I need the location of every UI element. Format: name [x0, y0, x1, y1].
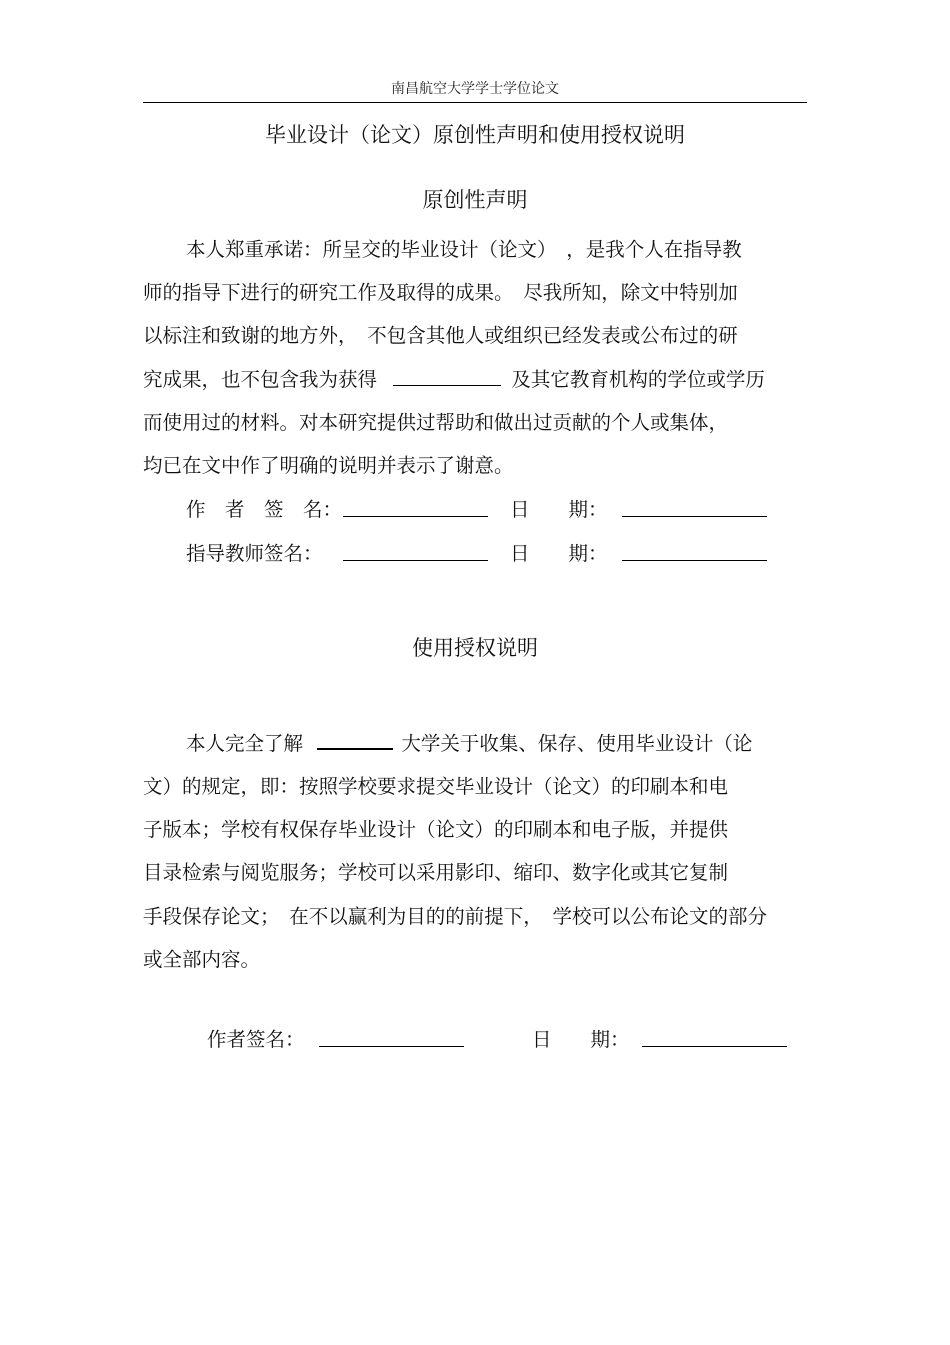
author-date-label: 日 期： — [510, 498, 608, 521]
authorization-line-3: 子版本；学校有权保存毕业设计（论文）的印刷本和电子版，并提供 — [143, 818, 729, 841]
document-title: 毕业设计（论文）原创性声明和使用授权说明 — [265, 123, 685, 147]
authorization-author-line[interactable] — [319, 1046, 464, 1047]
authorization-line-2: 文）的规定，即：按照学校要求提交毕业设计（论文）的印刷本和电 — [143, 775, 729, 798]
originality-line-4-end: 及其它教育机构的学位或学历 — [511, 368, 765, 391]
degree-blank — [393, 367, 501, 386]
header-rule — [143, 102, 807, 103]
authorization-line-1-end: 大学关于收集、保存、使用毕业设计（论 — [401, 732, 753, 755]
author-date-line[interactable] — [622, 516, 767, 517]
university-blank — [317, 730, 393, 750]
author-signature-label: 作 者 签 名： — [186, 498, 343, 521]
originality-line-5: 而使用过的材料。对本研究提供过帮助和做出过贡献的个人或集体， — [143, 411, 729, 434]
authorization-line-6: 或全部内容。 — [143, 948, 261, 971]
supervisor-date-line[interactable] — [622, 560, 767, 561]
originality-heading: 原创性声明 — [422, 188, 528, 212]
authorization-line-1 — [186, 728, 752, 756]
authorization-line-5: 手段保存论文； 在不以赢利为目的的前提下， 学校可以公布论文的部分 — [143, 905, 768, 928]
supervisor-signature-line[interactable] — [343, 560, 488, 561]
authorization-line-1-start: 本人完全了解 — [186, 732, 304, 755]
authorization-author-label: 作者签名： — [207, 1028, 305, 1051]
originality-line-1: 本人郑重承诺：所呈交的毕业设计（论文） ，是我个人在指导教 — [186, 238, 742, 261]
originality-line-4 — [143, 364, 765, 392]
originality-line-6: 均已在文中作了明确的说明并表示了谢意。 — [143, 454, 514, 477]
originality-line-3: 以标注和致谢的地方外， 不包含其他人或组织已经发表或公布过的研 — [143, 324, 738, 347]
originality-line-4-start: 究成果，也不包含我为获得 — [143, 368, 378, 391]
running-header: 南昌航空大学学士学位论文 — [391, 81, 559, 97]
supervisor-date-label: 日 期： — [510, 542, 608, 565]
authorization-date-line[interactable] — [642, 1046, 787, 1047]
author-signature-line[interactable] — [343, 516, 488, 517]
supervisor-signature-label: 指导教师签名： — [186, 542, 323, 565]
originality-line-2: 师的指导下进行的研究工作及取得的成果。 尽我所知，除文中特别加 — [143, 281, 738, 304]
authorization-line-4: 目录检索与阅览服务；学校可以采用影印、缩印、数字化或其它复制 — [143, 861, 729, 884]
authorization-date-label: 日 期： — [532, 1028, 630, 1051]
authorization-heading: 使用授权说明 — [412, 636, 538, 660]
